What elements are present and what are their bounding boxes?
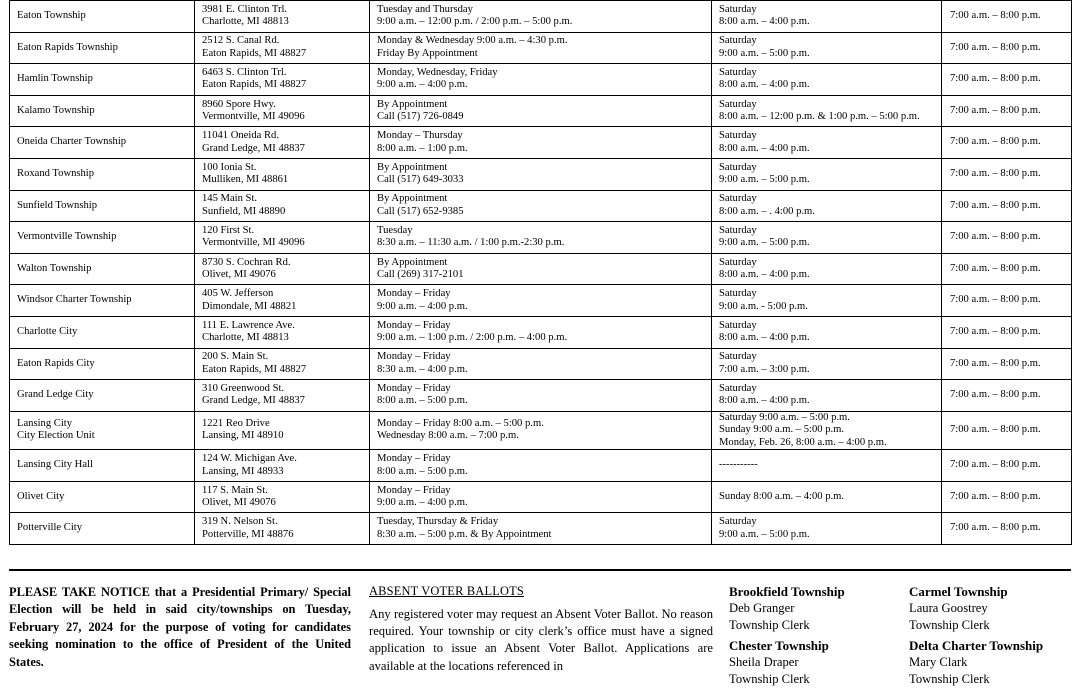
weekend-hours-line: 8:00 a.m. – 4:00 p.m. — [719, 79, 810, 91]
clerk-office-hours-line: Monday, Wednesday, Friday — [377, 66, 498, 78]
location-address-line: Lansing, MI 48933 — [202, 465, 284, 477]
table-row — [10, 316, 1072, 348]
location-address-line: Sunfield, MI 48890 — [202, 205, 286, 217]
location-address-line: Lansing, MI 48910 — [202, 430, 284, 442]
polls-hours: 7:00 a.m. – 8:00 p.m. — [950, 490, 1041, 502]
clerk-title: Township Clerk — [729, 672, 810, 687]
weekend-hours-line: Saturday — [719, 130, 757, 142]
polls-hours: 7:00 a.m. – 8:00 p.m. — [950, 104, 1041, 116]
clerk-office-hours-cell — [370, 285, 712, 317]
location-address-line: 117 S. Main St. — [202, 484, 268, 496]
clerk-office-hours-line: By Appointment — [377, 161, 448, 173]
location-address-line: Olivet, MI 49076 — [202, 497, 276, 509]
clerk-township: Delta Charter Township — [909, 637, 1044, 653]
table-row — [10, 222, 1072, 254]
clerk-office-hours-cell — [370, 95, 712, 127]
weekend-hours-line: Sunday 9:00 a.m. – 5:00 p.m. — [719, 424, 845, 436]
clerk-office-hours-cell — [370, 190, 712, 222]
weekend-hours-line: Saturday — [719, 256, 757, 268]
weekend-hours-line: Saturday — [719, 319, 757, 331]
location-address-line: Vermontville, MI 49096 — [202, 111, 305, 123]
clerk-office-hours-line: 9:00 a.m. – 4:00 p.m. — [377, 300, 468, 312]
clerk-office-hours-line: 8:00 a.m. – 1:00 p.m. — [377, 142, 468, 154]
weekend-hours-cell — [712, 190, 942, 222]
polls-hours: 7:00 a.m. – 8:00 p.m. — [950, 459, 1041, 471]
weekend-hours-cell — [712, 481, 942, 513]
location-name-cell — [10, 32, 195, 64]
weekend-hours-line: Saturday — [719, 66, 757, 78]
clerk-entry — [729, 583, 899, 635]
clerk-township: Carmel Township — [909, 584, 1008, 599]
weekend-hours-cell — [712, 95, 942, 127]
weekend-hours-cell — [712, 32, 942, 64]
location-name-cell — [10, 450, 195, 482]
table-row — [10, 64, 1072, 96]
location-address-line: 145 Main St. — [202, 193, 258, 205]
weekend-hours-line: Saturday — [719, 161, 757, 173]
location-address-cell — [195, 481, 370, 513]
absent-voter-section — [369, 583, 713, 675]
clerk-office-hours-line: Monday – Friday — [377, 453, 451, 465]
location-address-cell — [195, 1, 370, 33]
clerk-office-hours-line: Monday – Friday — [377, 484, 451, 496]
location-address-line: Charlotte, MI 48813 — [202, 332, 289, 344]
polls-hours-cell — [942, 348, 1072, 380]
polls-hours-cell — [942, 316, 1072, 348]
location-address-cell — [195, 316, 370, 348]
weekend-hours-line: Saturday 9:00 a.m. – 5:00 p.m. — [719, 411, 850, 423]
location-address-line: Charlotte, MI 48813 — [202, 16, 289, 28]
location-name-line: Eaton Township — [17, 10, 86, 22]
clerk-office-hours-line: 8:00 a.m. – 5:00 p.m. — [377, 395, 468, 407]
clerk-office-hours-cell — [370, 348, 712, 380]
location-name-cell — [10, 222, 195, 254]
clerk-name: Sheila Draper — [729, 654, 799, 669]
weekend-hours-cell — [712, 285, 942, 317]
polls-hours-cell — [942, 95, 1072, 127]
table-body — [10, 1, 1072, 545]
clerk-office-hours-line: Friday By Appointment — [377, 47, 478, 59]
clerk-office-hours-line: Monday – Friday — [377, 319, 451, 331]
location-address-line: 2512 S. Canal Rd. — [202, 35, 280, 47]
location-name-cell — [10, 127, 195, 159]
location-name-line: Vermontville Township — [17, 231, 117, 243]
polls-hours: 7:00 a.m. – 8:00 p.m. — [950, 357, 1041, 369]
weekend-hours-line: 9:00 a.m. – 5:00 p.m. — [719, 528, 810, 540]
clerk-office-hours-cell — [370, 411, 712, 450]
table-row — [10, 253, 1072, 285]
weekend-hours-line: Saturday — [719, 351, 757, 363]
location-address-cell — [195, 190, 370, 222]
clerk-office-hours-cell — [370, 64, 712, 96]
location-address-cell — [195, 348, 370, 380]
location-address-cell — [195, 380, 370, 412]
weekend-hours-line: Saturday — [719, 98, 757, 110]
location-address-line: 11041 Oneida Rd. — [202, 130, 279, 142]
location-name-cell — [10, 348, 195, 380]
table-row — [10, 411, 1072, 450]
weekend-hours-cell — [712, 222, 942, 254]
weekend-hours-line: 8:00 a.m. – . 4:00 p.m. — [719, 205, 815, 217]
weekend-hours-line: Saturday — [719, 193, 757, 205]
clerk-office-hours-line: Call (517) 652-9385 — [377, 205, 464, 217]
weekend-hours-cell — [712, 316, 942, 348]
location-address-line: 200 S. Main St. — [202, 351, 269, 363]
location-name-line: Oneida Charter Township — [17, 136, 127, 148]
clerk-office-hours-cell — [370, 253, 712, 285]
section-divider — [9, 569, 1071, 571]
weekend-hours-line: Saturday — [719, 516, 757, 528]
location-name-cell — [10, 95, 195, 127]
polls-hours: 7:00 a.m. – 8:00 p.m. — [950, 199, 1041, 211]
weekend-hours-line: Saturday — [719, 3, 757, 15]
location-address-line: Dimondale, MI 48821 — [202, 300, 297, 312]
weekend-hours-line: 9:00 a.m. - 5:00 p.m. — [719, 300, 808, 312]
clerk-title: Township Clerk — [729, 618, 810, 633]
location-name-line: Eaton Rapids Township — [17, 41, 118, 53]
location-name-line: Charlotte City — [17, 325, 78, 337]
polls-hours-cell — [942, 32, 1072, 64]
location-address-line: Eaton Rapids, MI 48827 — [202, 79, 307, 91]
location-address-cell — [195, 450, 370, 482]
polls-hours: 7:00 a.m. – 8:00 p.m. — [950, 41, 1041, 53]
polls-hours-cell — [942, 222, 1072, 254]
polls-hours: 7:00 a.m. – 8:00 p.m. — [950, 73, 1041, 85]
polls-hours: 7:00 a.m. – 8:00 p.m. — [950, 262, 1041, 274]
location-address-cell — [195, 127, 370, 159]
location-address-line: 1221 Reo Drive — [202, 417, 270, 429]
weekend-hours-line: 9:00 a.m. – 5:00 p.m. — [719, 174, 810, 186]
clerk-name: Laura Goostrey — [909, 601, 988, 616]
clerk-title: Township Clerk — [909, 618, 990, 633]
location-address-cell — [195, 285, 370, 317]
weekend-hours-line: Saturday — [719, 224, 757, 236]
location-address-line: 319 N. Nelson St. — [202, 516, 278, 528]
location-address-line: Vermontville, MI 49096 — [202, 237, 305, 249]
voting-hours-table — [9, 0, 1072, 545]
clerk-office-hours-line: 8:30 a.m. – 5:00 p.m. & By Appointment — [377, 528, 552, 540]
clerk-office-hours-line: 9:00 a.m. – 1:00 p.m. / 2:00 p.m. – 4:00 p.m. — [377, 332, 568, 344]
clerk-office-hours-line: 8:30 a.m. – 4:00 p.m. — [377, 363, 468, 375]
weekend-hours-cell — [712, 411, 942, 450]
location-address-line: Eaton Rapids, MI 48827 — [202, 47, 307, 59]
weekend-hours-line: 8:00 a.m. – 4:00 p.m. — [719, 269, 810, 281]
table-row — [10, 1, 1072, 33]
location-address-line: 8730 S. Cochran Rd. — [202, 256, 291, 268]
clerk-office-hours-line: Tuesday — [377, 224, 413, 236]
polls-hours: 7:00 a.m. – 8:00 p.m. — [950, 522, 1041, 534]
location-name-cell — [10, 380, 195, 412]
weekend-hours-line: 8:00 a.m. – 4:00 p.m. — [719, 142, 810, 154]
clerk-office-hours-line: 8:30 a.m. – 11:30 a.m. / 1:00 p.m.-2:30 p.m. — [377, 237, 565, 249]
weekend-hours-line: 9:00 a.m. – 5:00 p.m. — [719, 47, 810, 59]
weekend-hours-cell — [712, 127, 942, 159]
clerk-office-hours-line: By Appointment — [377, 193, 448, 205]
table-row — [10, 380, 1072, 412]
table-row — [10, 285, 1072, 317]
clerk-office-hours-line: Tuesday, Thursday & Friday — [377, 516, 499, 528]
polls-hours-cell — [942, 481, 1072, 513]
weekend-hours-cell — [712, 64, 942, 96]
location-name-line: Windsor Charter Township — [17, 294, 132, 306]
clerk-office-hours-cell — [370, 127, 712, 159]
clerk-office-hours-line: Tuesday and Thursday — [377, 3, 473, 15]
location-name-cell — [10, 64, 195, 96]
clerk-office-hours-cell — [370, 222, 712, 254]
weekend-hours-cell — [712, 450, 942, 482]
location-address-line: 111 E. Lawrence Ave. — [202, 319, 295, 331]
weekend-hours-line: 8:00 a.m. – 12:00 p.m. & 1:00 p.m. – 5:00 p.m. — [719, 111, 920, 123]
clerk-office-hours-line: Wednesday 8:00 a.m. – 7:00 p.m. — [377, 430, 519, 442]
location-address-cell — [195, 64, 370, 96]
location-address-line: Grand Ledge, MI 48837 — [202, 395, 305, 407]
table-row — [10, 127, 1072, 159]
location-name-line: Grand Ledge City — [17, 389, 94, 401]
location-name-cell — [10, 253, 195, 285]
weekend-hours-line: 8:00 a.m. – 4:00 p.m. — [719, 332, 810, 344]
location-address-line: 3981 E. Clinton Trl. — [202, 3, 288, 15]
weekend-hours-line: 9:00 a.m. – 5:00 p.m. — [719, 237, 810, 249]
location-address-cell — [195, 158, 370, 190]
location-name-line: City Election Unit — [17, 430, 95, 442]
location-name-cell — [10, 1, 195, 33]
location-name-line: Kalamo Township — [17, 104, 95, 116]
clerk-office-hours-line: Call (517) 649-3033 — [377, 174, 464, 186]
location-address-line: Olivet, MI 49076 — [202, 269, 276, 281]
weekend-hours-line: ----------- — [719, 459, 758, 471]
location-address-cell — [195, 253, 370, 285]
clerk-name: Mary Clark — [909, 654, 968, 669]
polls-hours: 7:00 a.m. – 8:00 p.m. — [950, 136, 1041, 148]
location-name-line: Lansing City Hall — [17, 459, 93, 471]
location-address-line: 8960 Spore Hwy. — [202, 98, 276, 110]
location-name-line: Eaton Rapids City — [17, 357, 95, 369]
clerk-office-hours-line: Monday – Thursday — [377, 130, 463, 142]
location-name-line: Potterville City — [17, 522, 83, 534]
location-address-cell — [195, 411, 370, 450]
clerk-office-hours-line: Monday – Friday 8:00 a.m. – 5:00 p.m. — [377, 417, 544, 429]
polls-hours-cell — [942, 380, 1072, 412]
polls-hours-cell — [942, 158, 1072, 190]
location-address-line: Grand Ledge, MI 48837 — [202, 142, 305, 154]
clerk-office-hours-line: Monday & Wednesday 9:00 a.m. – 4:30 p.m. — [377, 35, 568, 47]
absent-voter-heading: ABSENT VOTER BALLOTS — [369, 584, 524, 598]
clerk-office-hours-cell — [370, 380, 712, 412]
clerk-office-hours-line: 8:00 a.m. – 5:00 p.m. — [377, 465, 468, 477]
polls-hours-cell — [942, 190, 1072, 222]
location-address-line: 310 Greenwood St. — [202, 382, 285, 394]
weekend-hours-line: Saturday — [719, 35, 757, 47]
location-address-cell — [195, 513, 370, 545]
location-address-line: Eaton Rapids, MI 48827 — [202, 363, 307, 375]
clerk-office-hours-line: 9:00 a.m. – 12:00 p.m. / 2:00 p.m. – 5:00 p.m. — [377, 16, 573, 28]
location-name-cell — [10, 481, 195, 513]
clerk-entry — [729, 637, 899, 689]
weekend-hours-line: Saturday — [719, 382, 757, 394]
clerk-township: Chester Township — [729, 637, 829, 653]
clerk-office-hours-line: Call (269) 317-2101 — [377, 269, 464, 281]
table-row — [10, 348, 1072, 380]
voting-hours-table-wrapper — [9, 0, 1071, 545]
location-name-line: Olivet City — [17, 490, 65, 502]
location-name-line: Walton Township — [17, 262, 92, 274]
clerk-office-hours-cell — [370, 316, 712, 348]
table-row — [10, 190, 1072, 222]
polls-hours-cell — [942, 64, 1072, 96]
table-row — [10, 32, 1072, 64]
clerk-entry — [909, 583, 1079, 635]
polls-hours: 7:00 a.m. – 8:00 p.m. — [950, 168, 1041, 180]
weekend-hours-cell — [712, 380, 942, 412]
table-row — [10, 513, 1072, 545]
location-address-line: 6463 S. Clinton Trl. — [202, 66, 287, 78]
weekend-hours-line: 7:00 a.m. – 3:00 p.m. — [719, 363, 810, 375]
polls-hours: 7:00 a.m. – 8:00 p.m. — [950, 424, 1041, 436]
polls-hours-cell — [942, 450, 1072, 482]
location-name-cell — [10, 411, 195, 450]
clerk-office-hours-line: By Appointment — [377, 98, 448, 110]
clerk-title: Township Clerk — [909, 672, 990, 687]
absent-voter-body: Any registered voter may request an Absent Voter Ballot. No reason required. Your township or city clerk’s office must have a signed application to issue an Absent Voter Ballot. Applications are available at the locations referenced in — [369, 607, 713, 673]
polls-hours: 7:00 a.m. – 8:00 p.m. — [950, 389, 1041, 401]
table-row — [10, 95, 1072, 127]
clerk-name: Deb Granger — [729, 601, 795, 616]
polls-hours: 7:00 a.m. – 8:00 p.m. — [950, 231, 1041, 243]
weekend-hours-line: Saturday — [719, 288, 757, 300]
weekend-hours-cell — [712, 158, 942, 190]
location-name-line: Sunfield Township — [17, 199, 97, 211]
location-address-line: 100 Ionia St. — [202, 161, 257, 173]
location-address-cell — [195, 222, 370, 254]
clerk-list-left — [729, 583, 899, 690]
clerk-office-hours-line: Call (517) 726-0849 — [377, 111, 464, 123]
clerk-office-hours-cell — [370, 158, 712, 190]
clerk-office-hours-line: Monday – Friday — [377, 351, 451, 363]
clerk-list-right — [909, 583, 1079, 690]
clerk-office-hours-line: By Appointment — [377, 256, 448, 268]
clerk-office-hours-line: Monday – Friday — [377, 288, 451, 300]
location-name-cell — [10, 513, 195, 545]
weekend-hours-line: 8:00 a.m. – 4:00 p.m. — [719, 395, 810, 407]
location-name-cell — [10, 190, 195, 222]
weekend-hours-cell — [712, 348, 942, 380]
clerk-entry — [909, 637, 1079, 689]
location-address-cell — [195, 32, 370, 64]
polls-hours-cell — [942, 513, 1072, 545]
location-name-line: Lansing City — [17, 417, 73, 429]
weekend-hours-line: Sunday 8:00 a.m. – 4:00 p.m. — [719, 490, 845, 502]
clerk-office-hours-line: 9:00 a.m. – 4:00 p.m. — [377, 497, 468, 509]
location-address-line: 124 W. Michigan Ave. — [202, 453, 297, 465]
clerk-office-hours-cell — [370, 481, 712, 513]
location-name-line: Roxand Township — [17, 168, 95, 180]
polls-hours-cell — [942, 285, 1072, 317]
polls-hours-cell — [942, 1, 1072, 33]
election-notice: PLEASE TAKE NOTICE that a Presidential Primary/ Special Election will be held in said city/townships on Tuesday, February 27, 2024 for the purpose of voting for candidates seeking nomination to the office of President of the United States. — [9, 585, 351, 669]
polls-hours-cell — [942, 411, 1072, 450]
polls-hours: 7:00 a.m. – 8:00 p.m. — [950, 294, 1041, 306]
polls-hours-cell — [942, 253, 1072, 285]
location-address-line: 120 First St. — [202, 224, 255, 236]
table-row — [10, 450, 1072, 482]
location-address-cell — [195, 95, 370, 127]
polls-hours: 7:00 a.m. – 8:00 p.m. — [950, 10, 1041, 22]
location-name-cell — [10, 316, 195, 348]
location-name-cell — [10, 158, 195, 190]
location-name-line: Hamlin Township — [17, 73, 93, 85]
weekend-hours-line: 8:00 a.m. – 4:00 p.m. — [719, 16, 810, 28]
location-address-line: Mulliken, MI 48861 — [202, 174, 289, 186]
weekend-hours-cell — [712, 1, 942, 33]
polls-hours: 7:00 a.m. – 8:00 p.m. — [950, 325, 1041, 337]
clerk-township: Brookfield Township — [729, 584, 845, 599]
weekend-hours-cell — [712, 513, 942, 545]
table-row — [10, 481, 1072, 513]
clerk-office-hours-line: 9:00 a.m. – 4:00 p.m. — [377, 79, 468, 91]
clerk-office-hours-cell — [370, 1, 712, 33]
weekend-hours-cell — [712, 253, 942, 285]
table-row — [10, 158, 1072, 190]
clerk-office-hours-cell — [370, 450, 712, 482]
polls-hours-cell — [942, 127, 1072, 159]
weekend-hours-line: Monday, Feb. 26, 8:00 a.m. – 4:00 p.m. — [719, 436, 887, 448]
clerk-office-hours-line: Monday – Friday — [377, 382, 451, 394]
location-name-cell — [10, 285, 195, 317]
clerk-office-hours-cell — [370, 32, 712, 64]
clerk-office-hours-cell — [370, 513, 712, 545]
location-address-line: Potterville, MI 48876 — [202, 528, 294, 540]
location-address-line: 405 W. Jefferson — [202, 288, 274, 300]
